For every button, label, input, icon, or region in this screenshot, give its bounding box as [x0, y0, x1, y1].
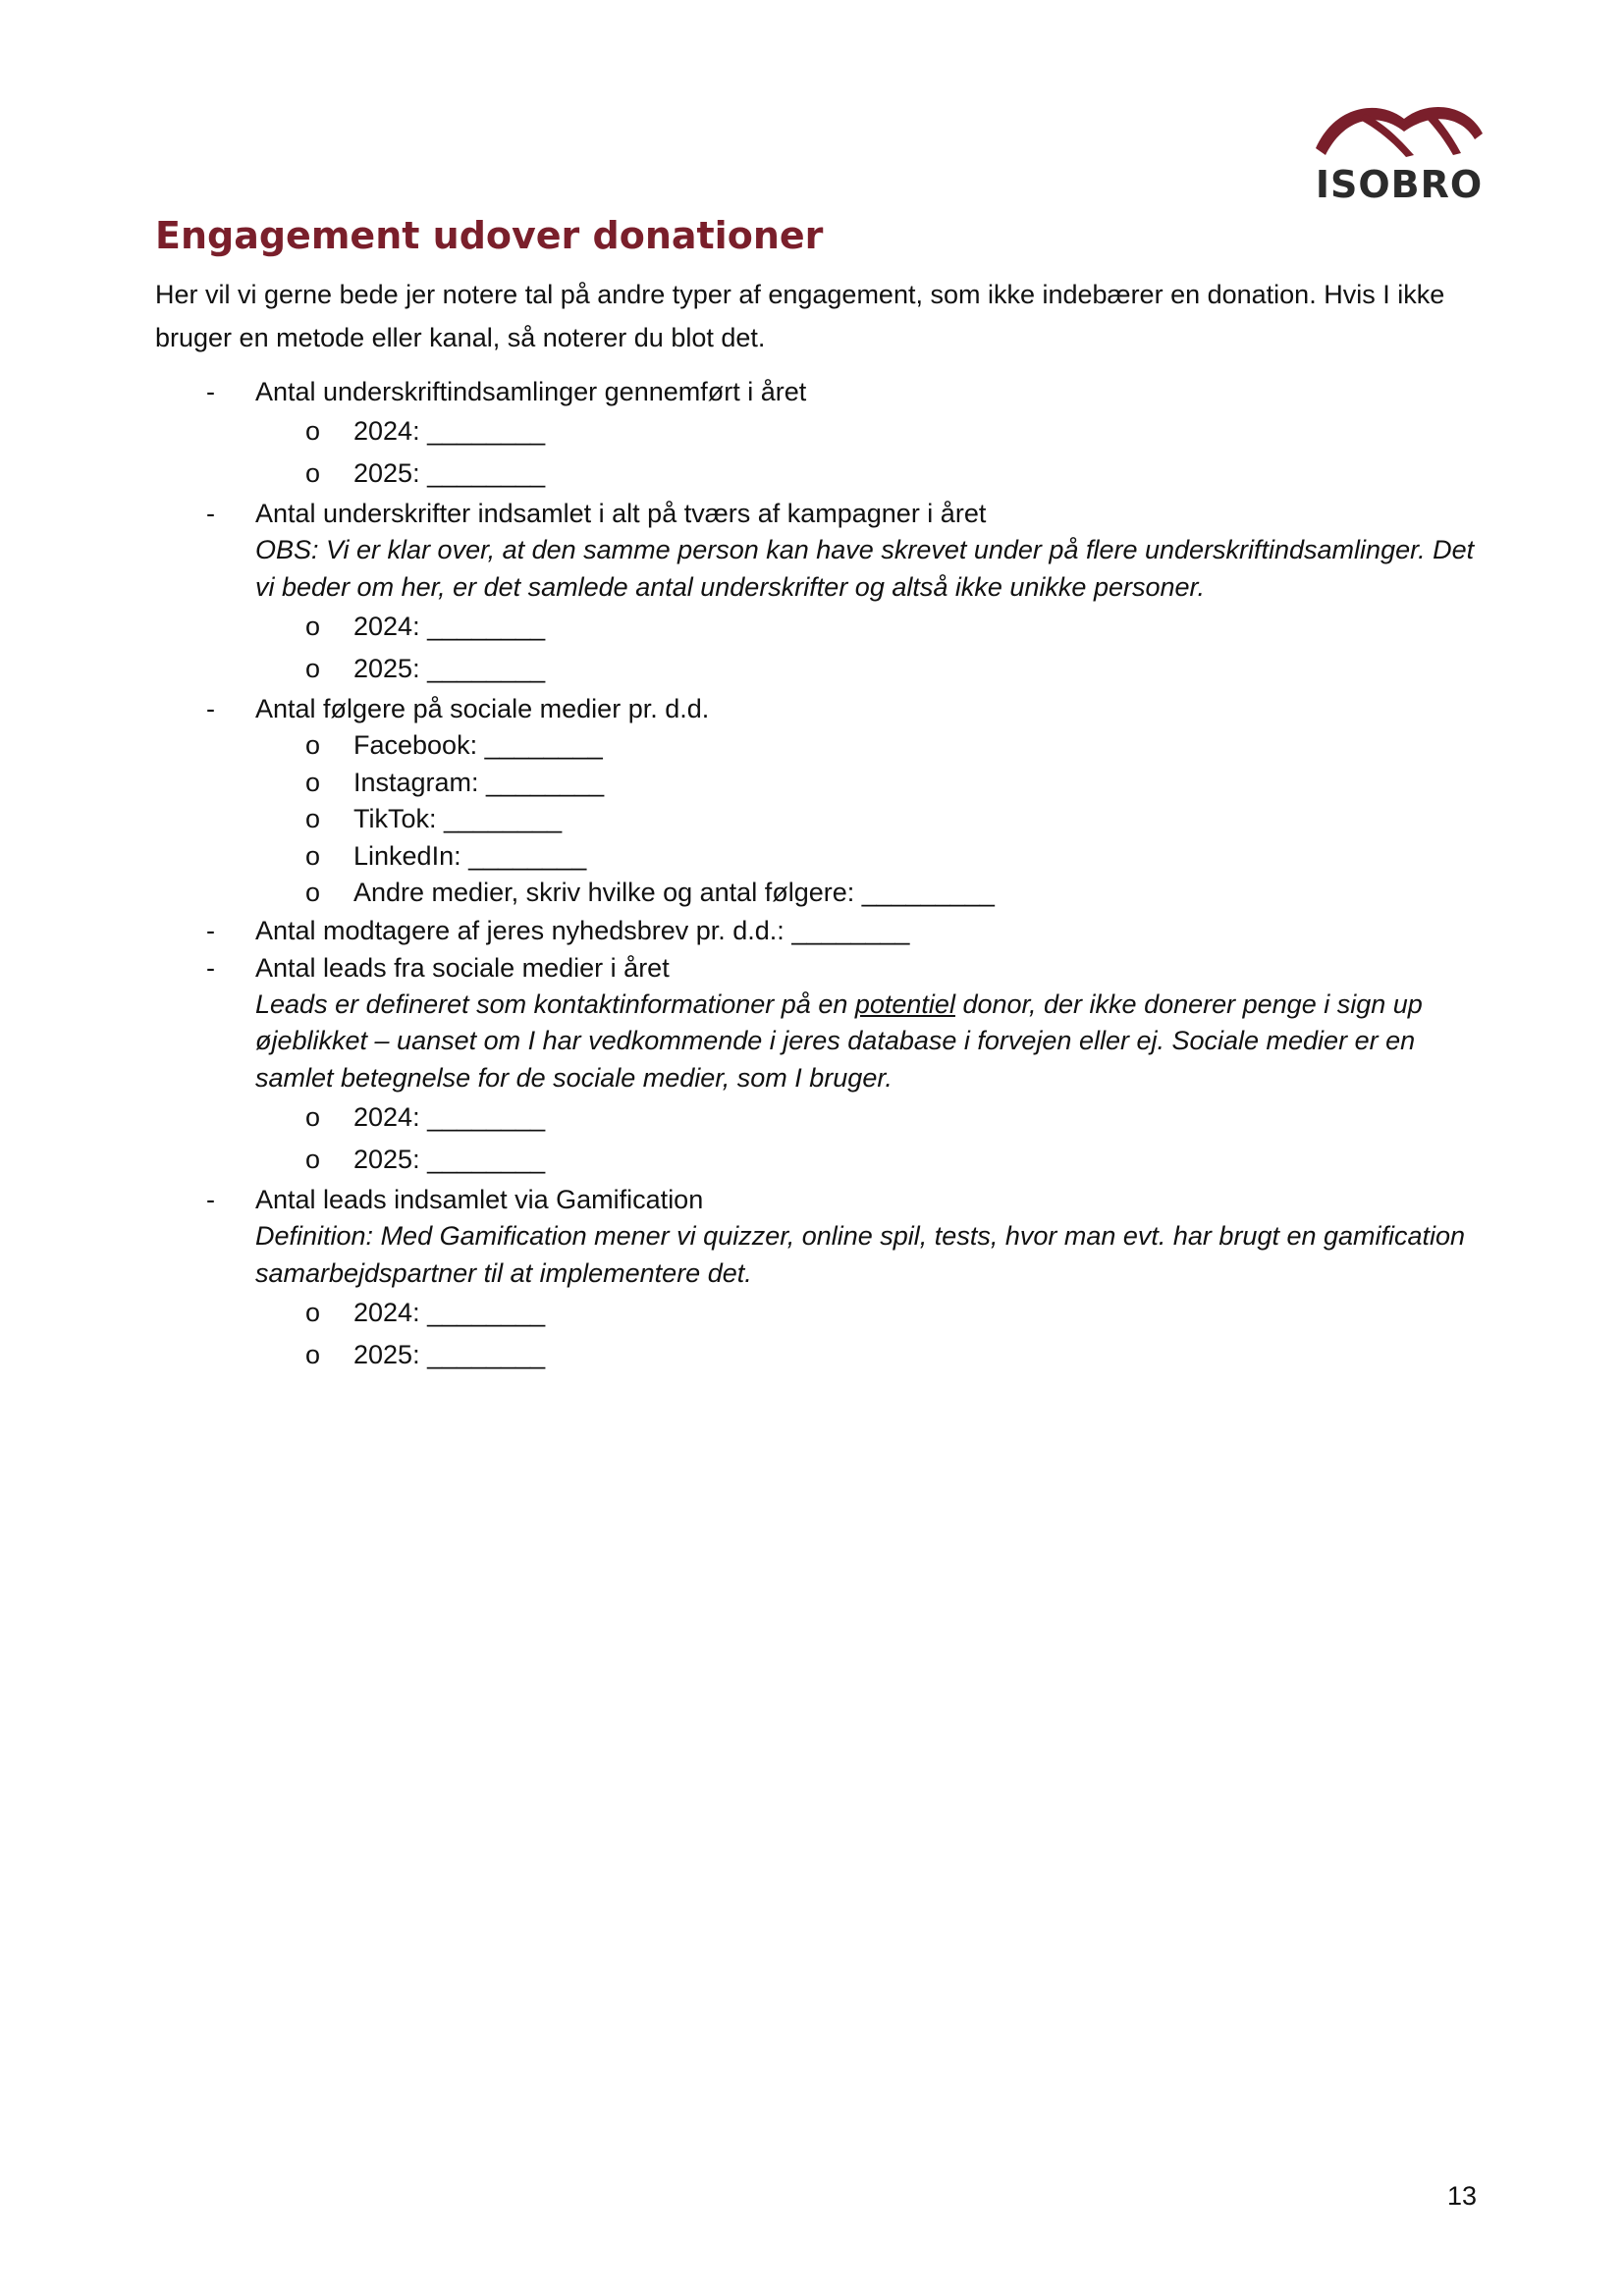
answer-line-tiktok[interactable]: o TikTok: ________ [155, 801, 1490, 838]
answer-line-instagram[interactable]: o Instagram: ________ [155, 765, 1490, 802]
logo-wordmark: ISOBRO [1315, 163, 1484, 206]
dash-marker: - [206, 1185, 215, 1214]
answer-line-other-media[interactable]: o Andre medier, skriv hvilke og antal følgere: _________ [155, 875, 1490, 912]
list-item-signatures-collected [155, 495, 1490, 606]
answer-line-2024[interactable]: o 2024: ________ [155, 1292, 1490, 1334]
list-item-social-followers [155, 690, 1490, 727]
page-title: Engagement udover donationer [155, 214, 824, 257]
list-item-signature-campaigns [155, 373, 1490, 410]
bullet-marker: o [305, 840, 321, 871]
item-label: Antal modtagere af jeres nyhedsbrev pr. d.d.: ________ [255, 915, 910, 945]
bullet-marker: o [305, 730, 321, 760]
answer-line-2025[interactable]: o 2025: ________ [155, 1139, 1490, 1181]
intro-text: Her vil vi gerne bede jer notere tal på andre typer af engagement, som ikke indebærer en donation. Hvis I ikke bruger en metode eller kanal, så noterer du blot det. [155, 280, 1445, 352]
question-list [155, 373, 1490, 1376]
list-item-gamification-leads [155, 1181, 1490, 1292]
item-label: Antal leads indsamlet via Gamification [255, 1185, 704, 1214]
dash-marker: - [206, 694, 215, 723]
dash-marker: - [206, 499, 215, 528]
bullet-marker: o [305, 612, 321, 641]
answer-line-linkedin[interactable]: o LinkedIn: ________ [155, 838, 1490, 876]
bullet-marker: o [305, 878, 321, 907]
answer-line-2025[interactable]: o 2025: ________ [155, 453, 1490, 495]
item-label: Antal underskriftindsamlinger gennemført i året [255, 377, 807, 406]
answer-line-2024[interactable]: o 2024: ________ [155, 1096, 1490, 1139]
list-item-social-leads [155, 949, 1490, 1097]
item-note: OBS: Vi er klar over, at den samme person kan have skrevet under på flere underskriftindsamlinger. Det vi beder om her, er det samlede antal underskrifter og altså ikke unikke personer. [255, 535, 1475, 602]
item-note: Leads er defineret som kontaktinformationer på en potentiel donor, der ikke donerer penge i sign up øjeblikket – uanset om I har vedkommende i jeres database i forvejen eller ej. Sociale medier er en samlet betegnelse for de sociale medier, som I bruger. [255, 988, 1423, 1093]
isobro-arch-icon [1306, 94, 1492, 163]
bullet-marker: o [305, 416, 321, 446]
answer-line-2025[interactable]: o 2025: ________ [155, 648, 1490, 690]
bullet-marker: o [305, 1340, 321, 1369]
answer-line-facebook[interactable]: o Facebook: ________ [155, 727, 1490, 765]
item-label: Antal følgere på sociale medier pr. d.d. [255, 694, 710, 723]
underlined-word: potentiel [854, 988, 955, 1019]
answer-line-2024[interactable]: o 2024: ________ [155, 606, 1490, 648]
bullet-marker: o [305, 654, 321, 683]
list-item-newsletter-recipients[interactable] [155, 912, 1490, 949]
item-label: Antal underskrifter indsamlet i alt på tværs af kampagner i året [255, 499, 987, 528]
bullet-marker: o [305, 458, 321, 488]
answer-line-2025[interactable]: o 2025: ________ [155, 1334, 1490, 1376]
bullet-marker: o [305, 767, 321, 797]
dash-marker: - [206, 377, 215, 406]
bullet-marker: o [305, 804, 321, 833]
bullet-marker: o [305, 1102, 321, 1132]
dash-marker: - [206, 915, 215, 945]
isobro-logo [1306, 94, 1492, 212]
item-note: Definition: Med Gamification mener vi quizzer, online spil, tests, hvor man evt. har brugt en gamification samarbejdspartner til at implementere det. [255, 1221, 1466, 1288]
page-number: 13 [1447, 2181, 1478, 2211]
bullet-marker: o [305, 1145, 321, 1174]
bullet-marker: o [305, 1298, 321, 1327]
item-label: Antal leads fra sociale medier i året [255, 952, 670, 983]
answer-line-2024[interactable]: o 2024: ________ [155, 410, 1490, 453]
dash-marker: - [206, 952, 215, 983]
